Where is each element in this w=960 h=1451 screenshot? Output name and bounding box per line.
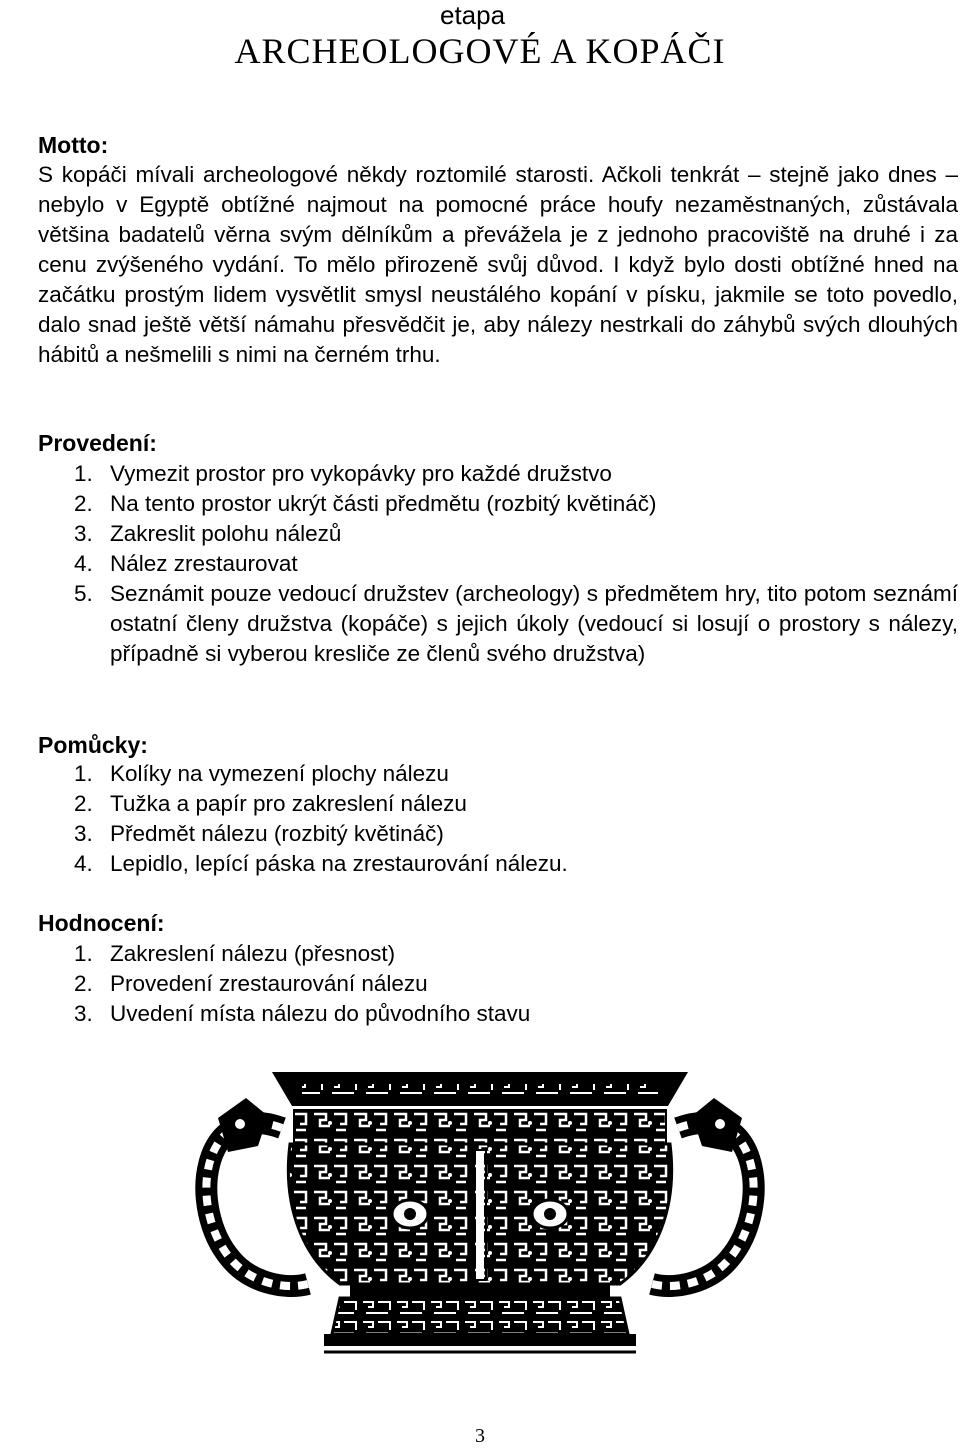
list-item: 2. Provedení zrestaurování nálezu xyxy=(74,971,428,996)
list-item-text: Nález zrestaurovat xyxy=(110,551,298,576)
list-item: 1. Kolíky na vymezení plochy nálezu xyxy=(74,761,449,786)
list-item-text: Předmět nálezu (rozbitý květináč) xyxy=(110,821,444,846)
stage-label: etapa xyxy=(440,0,506,30)
provedeni-heading: Provedení: xyxy=(38,430,157,456)
hodnoceni-heading: Hodnocení: xyxy=(38,910,165,936)
list-item-text: Na tento prostor ukrýt části předmětu (rozbitý květináč) xyxy=(110,491,657,516)
page-number: 3 xyxy=(475,1425,485,1447)
pomucky-heading: Pomůcky: xyxy=(38,732,148,758)
provedeni-list xyxy=(38,459,958,669)
list-item-text: Zakreslit polohu nálezů xyxy=(110,521,342,546)
list-item-text: Kolíky na vymezení plochy nálezu xyxy=(110,761,449,786)
list-item: 5. Seznámit pouze vedoucí družstev (archeology) s předmětem hry, tito potom seznámí ostatní členy družstva (kopáče) s jejich úkoly (vedoucí si losují o prostory s nálezy, případně si vyberou kresliče ze členů svého družstva) xyxy=(74,581,958,666)
list-item: 2. Tužka a papír pro zakreslení nálezu xyxy=(74,791,467,816)
list-item: 2. Na tento prostor ukrýt části předmětu (rozbitý květináč) xyxy=(74,491,657,516)
page-title: ARCHEOLOGOVÉ A KOPÁČI xyxy=(234,31,726,71)
list-item-text: Provedení zrestaurování nálezu xyxy=(110,971,428,996)
motto-text: S kopáči mívali archeologové někdy roztomilé starosti. Ačkoli tenkrát – stejně jako dnes – nebylo v Egyptě obtížné najmout na pomocné práce houfy nezaměstnaných, zůstávala většina badatelů věrna svým dělníkům a převážela je z jednoho pracoviště na druhé i za cenu zvýšeného vydání. To mělo přirozeně svůj důvod. I když bylo dosti obtížné hned na začátku prostým lidem vysvětlit smysl neustálého kopání v písku, jakmile se toto povedlo, dalo snad ještě větší námahu přesvědčit je, aby nálezy nestrkali do záhybů svých dlouhých hábitů a nešmelili s nimi na černém trhu. xyxy=(38,162,958,367)
list-item-text: Uvedení místa nálezu do původního stavu xyxy=(110,1001,531,1026)
list-item-text: Vymezit prostor pro vykopávky pro každé družstvo xyxy=(110,461,612,486)
pomucky-list xyxy=(38,759,958,879)
list-item-text: Tužka a papír pro zakreslení nálezu xyxy=(110,791,467,816)
list-item: 3. Předmět nálezu (rozbitý květináč) xyxy=(74,821,444,846)
list-item: 1. Vymezit prostor pro vykopávky pro každé družstvo xyxy=(74,461,612,486)
list-item: 4. Nález zrestaurovat xyxy=(74,551,298,576)
hodnoceni-list xyxy=(38,939,958,1029)
motto-heading: Motto: xyxy=(38,132,109,158)
list-item-text: Seznámit pouze vedoucí družstev (archeology) s předmětem hry, tito potom seznámí ostatní členy družstva (kopáče) s jejich úkoly (vedoucí si losují o prostory s nálezy, případně si vyberou kresliče ze členů svého družstva) xyxy=(110,581,958,666)
list-item: 4. Lepidlo, lepící páska na zrestaurování nálezu. xyxy=(74,851,568,876)
list-item: 1. Zakreslení nálezu (přesnost) xyxy=(74,941,396,966)
list-item: 3. Zakreslit polohu nálezů xyxy=(74,521,342,546)
ancient-bronze-vessel-icon xyxy=(190,1058,770,1378)
list-item-text: Lepidlo, lepící páska na zrestaurování nálezu. xyxy=(110,851,568,876)
list-item: 3. Uvedení místa nálezu do původního stavu xyxy=(74,1001,531,1026)
list-item-text: Zakreslení nálezu (přesnost) xyxy=(110,941,396,966)
